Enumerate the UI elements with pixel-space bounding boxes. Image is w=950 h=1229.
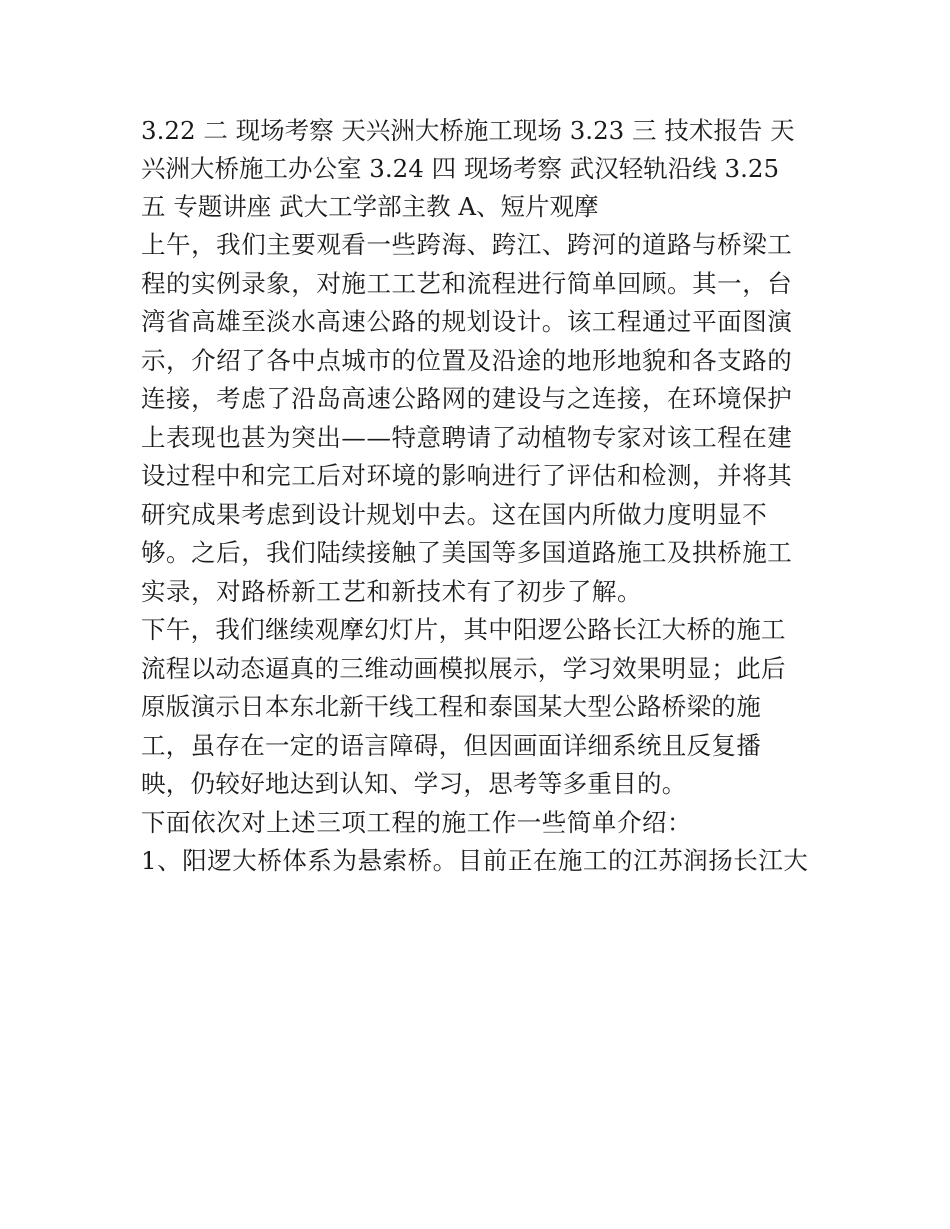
- paragraph-morning: 上午，我们主要观看一些跨海、跨江、跨河的道路与桥梁工程的实例录象，对施工工艺和流程进行简单回顾。其一，台湾省高雄至淡水高速公路的规划设计。该工程通过平面图演示，介绍了各中点城市的位置及沿途的地形地貌和各支路的连接，考虑了沿岛高速公路网的建设与之连接，在环境保护上表现也甚为突出——特意聘请了动植物专家对该工程在建设过程中和完工后对环境的影响进行了评估和检测，并将其研究成果考虑到设计规划中去。这在国内所做力度明显不够。之后，我们陆续接触了美国等多国道路施工及拱桥施工实录，对路桥新工艺和新技术有了初步了解。: [141, 230, 793, 606]
- schedule-text: 3.22 二 现场考察 天兴洲大桥施工现场 3.23 三 技术报告 天兴洲大桥施工办公室 3.24 四 现场考察 武汉轻轨沿线 3.25 五 专题讲座 武大工学部主教 A、短片观摩: [141, 116, 795, 221]
- document-body: [141, 112, 809, 881]
- paragraph-item-1: 1、阳逻大桥体系为悬索桥。目前正在施工的江苏润扬长江大: [141, 846, 809, 875]
- paragraph-intro: 下面依次对上述三项工程的施工作一些简单介绍：: [141, 807, 693, 837]
- paragraph-afternoon: 下午，我们继续观摩幻灯片，其中阳逻公路长江大桥的施工流程以动态逼真的三维动画模拟展示，学习效果明显；此后原版演示日本东北新干线工程和泰国某大型公路桥梁的施工，虽存在一定的语言障碍，但因画面详细系统且反复播映，仍较好地达到认知、学习，思考等多重目的。: [141, 615, 786, 798]
